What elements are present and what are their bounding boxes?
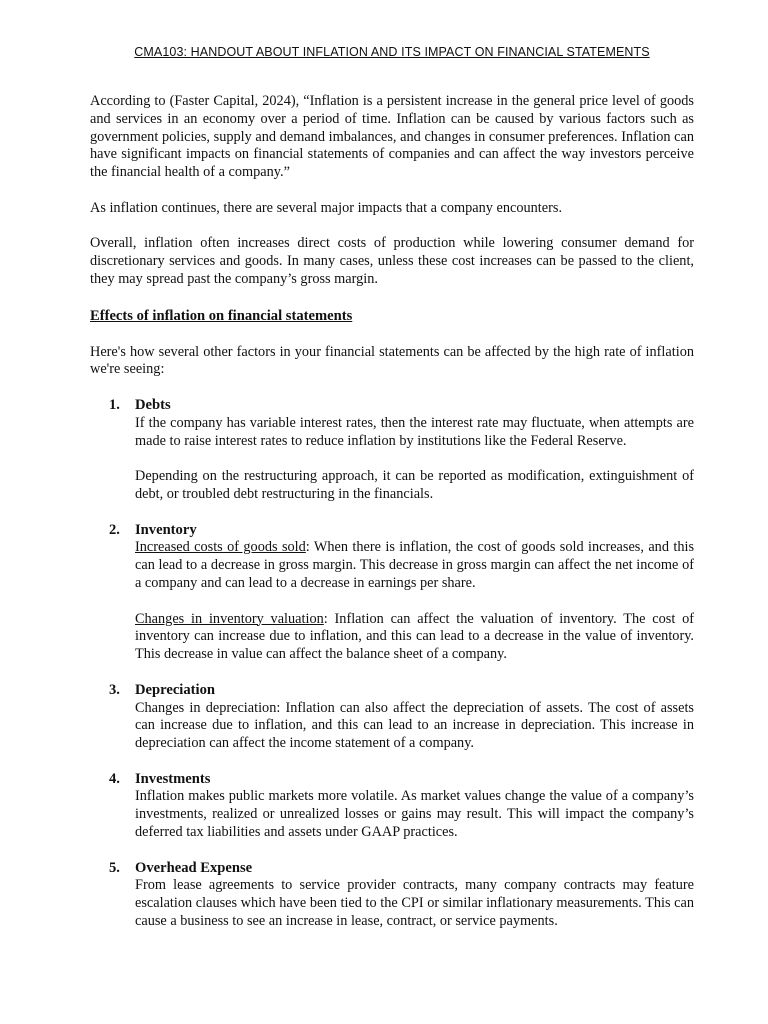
overhead-expense-paragraph: From lease agreements to service provider contracts, many company contracts may feature escalation clauses which have been tied to the CPI or similar inflationary measurements. This can cause a business to see an increase in lease, contract, or service payments. xyxy=(135,877,694,930)
debts-paragraph-restructuring: Depending on the restructuring approach, it can be reported as modification, extinguishment of debt, or troubled debt restructuring in the financials. xyxy=(135,468,694,502)
inventory-paragraph-cogs xyxy=(135,539,694,592)
list-item-number: 5. xyxy=(109,859,120,876)
document-title: CMA103: HANDOUT ABOUT INFLATION AND ITS IMPACT ON FINANCIAL STATEMENTS xyxy=(134,45,650,59)
list-item-title: Investments xyxy=(135,770,211,787)
depreciation-paragraph: Changes in depreciation: Inflation can also affect the depreciation of assets. The cost of assets can increase due to inflation, and this can lead to an increase in depreciation. This increase in depreciation can affect the income statement of a company. xyxy=(135,699,694,752)
list-item-title: Inventory xyxy=(135,521,197,538)
inventory-cogs-text: : When there is inflation, the cost of goods sold increases, and this can lead to a decrease in gross margin. This decrease in gross margin can affect the net income of a company and can lead to a decrease in earnings per share. xyxy=(135,539,695,591)
list-item-investments xyxy=(90,771,694,842)
inventory-valuation-text: : Inflation can affect the valuation of inventory. The cost of inventory can increase due to inflation, and this can lead to a decrease in the value of inventory. This decrease in value can affect the balance sheet of a company. xyxy=(135,610,695,663)
list-item-number: 1. xyxy=(109,396,120,413)
list-item-number: 2. xyxy=(109,521,120,538)
debts-paragraph-interest: If the company has variable interest rates, then the interest rate may fluctuate, when attempts are made to raise interest rates to reduce inflation by institutions like the Federal Reserve. xyxy=(135,414,694,449)
intro-paragraph-impacts: As inflation continues, there are several major impacts that a company encounters. xyxy=(90,199,563,216)
list-item-title: Overhead Expense xyxy=(135,859,253,876)
factors-list xyxy=(90,397,694,931)
list-item-depreciation xyxy=(90,682,694,753)
list-item-number: 4. xyxy=(109,770,120,787)
list-item-number: 3. xyxy=(109,681,120,698)
intro-paragraph-overall: Overall, inflation often increases direct costs of production while lowering consumer demand for discretionary services and goods. In many cases, unless these cost increases can be passed to the client, they may spread past the company’s gross margin. xyxy=(90,235,694,287)
inventory-cogs-label: Increased costs of goods sold xyxy=(135,539,306,556)
inventory-valuation-label: Changes in inventory valuation xyxy=(135,610,324,627)
list-item-title: Depreciation xyxy=(135,681,215,698)
list-item-debts xyxy=(90,397,694,504)
inventory-paragraph-valuation xyxy=(135,611,694,664)
investments-paragraph: Inflation makes public markets more volatile. As market values change the value of a company’s investments, realized or unrealized losses or gains may result. This will impact the company’s deferred tax liabilities and assets under GAAP practices. xyxy=(135,788,694,841)
list-item-title: Debts xyxy=(135,396,171,413)
section-heading: Effects of inflation on financial statements xyxy=(90,307,353,324)
list-item-overhead-expense xyxy=(90,860,694,931)
intro-paragraph-quote: According to (Faster Capital, 2024), “Inflation is a persistent increase in the general price level of goods and services in an economy over a period of time. Inflation can be caused by various factors such as government policies, supply and demand imbalances, and changes in consumer preferences. Inflation can have significant impacts on financial statements of companies and can affect the way investors perceive the financial health of a company.” xyxy=(90,93,694,181)
list-item-inventory xyxy=(90,522,694,664)
section-lead-paragraph: Here's how several other factors in your financial statements can be affected by the high rate of inflation we're seeing: xyxy=(90,343,694,378)
